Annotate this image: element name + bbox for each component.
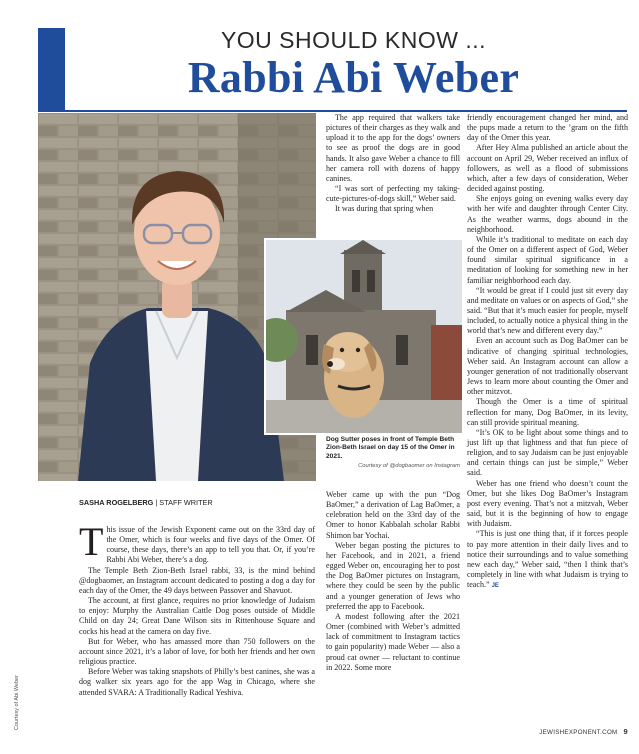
article-paragraph: After Hey Alma published an article about the account on April 29, Weber received an influx of followers, as well as a flood of submissions which, after a few days of consideration, Weber decided against posting. xyxy=(467,143,628,194)
article-paragraph: Weber began posting the pictures to her Facebook, and in 2021, a friend egged Weber on, encouraging her to post the Dog BaOmer pictures on Instagram, where they could be seen by the public and a younger generation of Jews who preferred the app to Facebook. xyxy=(326,540,460,611)
article-paragraph: While it’s traditional to meditate on each day of the Omer on a different aspect of God, Weber found similar spiritual significance in a meditation of looking for something new in her familiar neighborhood each day. xyxy=(467,234,628,285)
caption-credit: Courtesy of @dogbaomer on Instagram xyxy=(358,463,460,469)
article-paragraph: A modest following after the 2021 Omer (combined with Weber’s admitted lack of commitment to Instagram tactics to gain popularity) made Weber — also a proud cat owner — reluctant to continue in 2022. Some more xyxy=(326,611,460,672)
footer-site: JEWISHEXPONENT.COM xyxy=(539,729,618,736)
article-paragraph: The Temple Beth Zion-Beth Israel rabbi, 33, is the mind behind @dogbaomer, an Instagram account dedicated to posting a dog a day for each day of the Omer, the 49 days between Passover and Shavuot. xyxy=(79,565,315,595)
article-paragraph: But for Weber, who has amassed more than 750 followers on the account since 2021, it’s a labor of love, for both her friends and her own religious practice. xyxy=(79,636,315,667)
dog-photo xyxy=(264,238,464,435)
article-paragraph: This issue of the Jewish Exponent came out on the 33rd day of the Omer, which is four weeks and five days of the Omer. Of course, these days, there’s an app to tell you that. Or, if you’re Rabbi Abi Weber, there’s a dog. xyxy=(79,519,315,565)
byline-author: SASHA ROGELBERG xyxy=(79,498,154,507)
photo-caption: Dog Sutter poses in front of Temple Beth Zion-Beth Israel on day 15 of the Omer in 2021. xyxy=(326,436,455,460)
header-rule xyxy=(38,110,627,112)
article-paragraph: friendly encouragement changed her mind, and the pups made a return to the ’gram on the fifth day of the Omer this year. xyxy=(467,113,628,143)
byline-separator: | xyxy=(155,498,160,507)
page-footer xyxy=(467,727,628,736)
drop-cap: T xyxy=(79,519,104,564)
portrait-credit: Courtesy of Abi Weber xyxy=(14,675,20,730)
byline xyxy=(79,498,315,507)
article-column-1 xyxy=(79,519,315,698)
article-paragraph: Even an account such as Dog BaOmer can be indicative of changing spiritual technologies, Weber said. An Instagram account can allow a younger generation of not traditionally observant Jews to learn more about counting the Omer and other mitzvot. xyxy=(467,336,628,397)
page-number: 9 xyxy=(623,727,628,736)
article-paragraph: Before Weber was taking snapshots of Philly’s best canines, she was a dog walker six years ago for the app Wag in Chicago, where she attended SVARA: A Traditionally Radical Yeshiva. xyxy=(79,667,315,697)
article-paragraph: The account, at first glance, requires no prior knowledge of Judaism to enjoy: Murphy the Australian Cattle Dog poses outside of Middle Child on day 24; Great Dane Wilson sits in Rittenhouse Square and cocks his head at the camera on day five. xyxy=(79,596,315,636)
article-paragraph: She enjoys going on evening walks every day with her wife and daughter through Center City. As the weather warms, dogs abound in the neighborhood. xyxy=(467,194,628,234)
accent-sidebar-block xyxy=(38,28,65,111)
article-paragraph: “It would be great if I could just sit every day and meditate on values or on aspects of God,” she said. “But that it’s much easier for people, myself included, to actually notice a physical thing in the world that’s new and different every day.” xyxy=(467,285,628,336)
article-paragraph: “This is just one thing that, if it forces people to pay more attention in their daily lives and to notice their surroundings and to value something new each day,” Weber said, “then I think that’s completely in line with what Judaism is trying to teach.” JE xyxy=(467,529,628,590)
section-kicker: YOU SHOULD KNOW ... xyxy=(220,27,487,53)
end-mark: JE xyxy=(491,583,499,590)
page-title: Rabbi Abi Weber xyxy=(187,53,520,102)
article-paragraph: It was during that spring when xyxy=(335,204,434,214)
byline-role: STAFF WRITER xyxy=(159,498,213,507)
article-paragraph: Though the Omer is a time of spiritual reflection for many, Dog BaOmer, in its levity, can still provide spiritual meaning. xyxy=(467,397,628,427)
article-column-2-top xyxy=(326,113,460,215)
article-paragraph: Weber has one friend who doesn’t count the Omer, but she likes Dog BaOmer’s Instagram post every evening. That’s not a mitzvah, Weber said, but it is the beginning of how to engage with Judaism. xyxy=(467,478,628,529)
article-paragraph: “I was sort of perfecting my taking-cute-pictures-of-dogs skill,” Weber said. xyxy=(326,184,460,204)
article-paragraph: Weber came up with the pun “Dog BaOmer,” a derivation of Lag BaOmer, a celebration held on the 33rd day of the Omer to honor Kabbalah scholar Rabbi Shimon bar Yochai. xyxy=(326,490,460,540)
article-paragraph: “It’s OK to be light about some things and to just lift up that lightness and that fun piece of religion, and to say Judaism can be just enjoyable and certain things can just be simple,” Weber said. xyxy=(467,427,628,478)
article-column-3 xyxy=(467,113,628,591)
article-column-2-bottom xyxy=(326,490,460,673)
article-paragraph: The app required that walkers take pictures of their charges as they walk and upload it to the app for the dogs’ owners to see as proof the dogs are in good hands. It also gave Weber a chance to fill her camera roll with dozens of happy canines. xyxy=(326,113,460,183)
